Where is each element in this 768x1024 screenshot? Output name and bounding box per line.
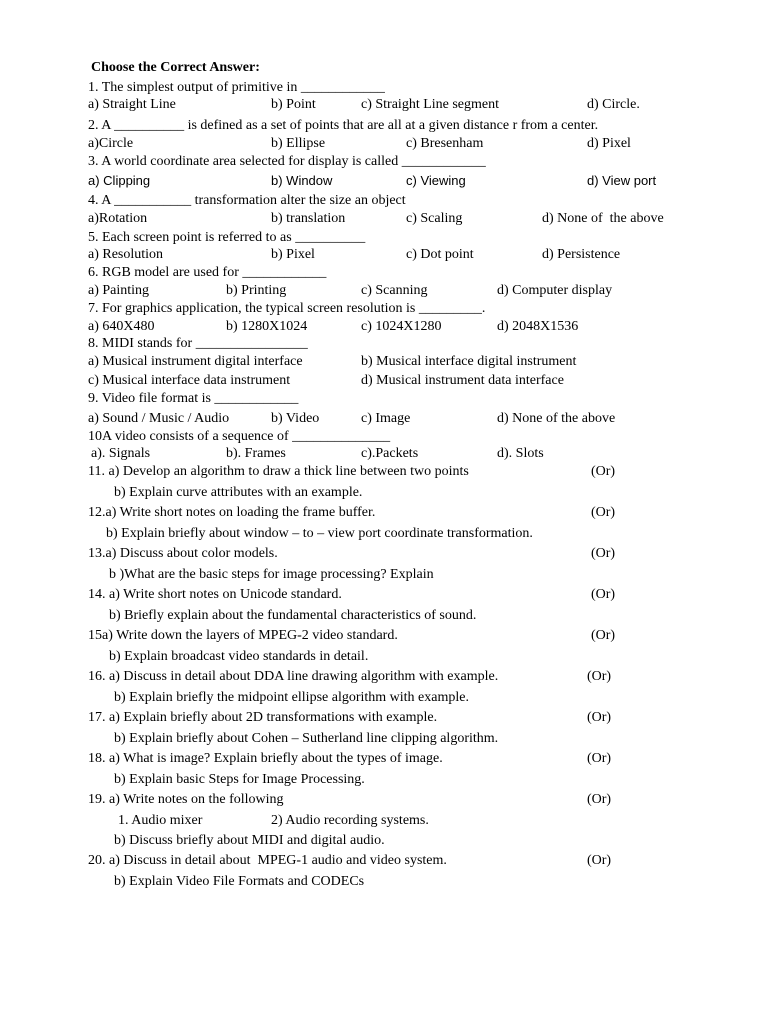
question-3-option-c: c) Viewing (406, 173, 466, 188)
question-2-option-b: b) Ellipse (271, 136, 326, 151)
question-4-option-b: b) translation (271, 211, 346, 226)
question-19-b: b) Discuss briefly about MIDI and digital audio. (114, 833, 385, 848)
question-6-option-a: a) Painting (88, 283, 150, 298)
question-20-a: 20. a) Discuss in detail about MPEG-1 audio and video system. (88, 853, 447, 868)
question-8-option-a: a) Musical instrument digital interface (88, 354, 303, 369)
question-3-option-b: b) Window (271, 173, 333, 188)
question-7-option-d: d) 2048X1536 (497, 319, 579, 334)
section-title: Choose the Correct Answer: (91, 60, 260, 75)
question-9-option-b: b) Video (271, 411, 320, 426)
question-6-option-b: b) Printing (226, 283, 287, 298)
question-5-option-c: c) Dot point (406, 247, 474, 262)
question-11-a: 11. a) Develop an algorithm to draw a thick line between two points (88, 464, 469, 479)
question-2-option-a: a)Circle (88, 136, 134, 151)
question-16-a: 16. a) Discuss in detail about DDA line drawing algorithm with example. (88, 669, 499, 684)
question-19-a: 19. a) Write notes on the following (88, 792, 284, 807)
question-4-option-d: d) None of the above (542, 211, 664, 226)
question-14-b: b) Briefly explain about the fundamental characteristics of sound. (109, 608, 477, 623)
question-12-b: b) Explain briefly about window – to – view port coordinate transformation. (106, 526, 533, 541)
question-10-option-d: d). Slots (497, 446, 544, 461)
question-10-stem: 10A video consists of a sequence of ______________ (88, 429, 391, 444)
question-4-stem: 4. A ___________ transformation alter the size an object (88, 193, 406, 208)
or-label: (Or) (591, 546, 616, 561)
question-4-option-a: a)Rotation (88, 211, 148, 226)
question-14-a: 14. a) Write short notes on Unicode standard. (88, 587, 342, 602)
question-13-a: 13.a) Discuss about color models. (88, 546, 278, 561)
question-17-b: b) Explain briefly about Cohen – Sutherland line clipping algorithm. (114, 731, 499, 746)
or-label: (Or) (591, 628, 616, 643)
question-9-stem: 9. Video file format is ____________ (88, 391, 299, 406)
question-19-item-1: 1. Audio mixer (118, 813, 203, 828)
question-10-option-c: c).Packets (361, 446, 419, 461)
question-3-option-a: a) Clipping (88, 173, 151, 188)
question-7-option-c: c) 1024X1280 (361, 319, 442, 334)
question-5-option-b: b) Pixel (271, 247, 315, 262)
question-6-option-d: d) Computer display (497, 283, 613, 298)
question-16-b: b) Explain briefly the midpoint ellipse algorithm with example. (114, 690, 469, 705)
question-2-option-c: c) Bresenham (406, 136, 484, 151)
question-9-option-a: a) Sound / Music / Audio (88, 411, 230, 426)
or-label: (Or) (587, 751, 612, 766)
or-label: (Or) (587, 669, 612, 684)
question-5-stem: 5. Each screen point is referred to as __________ (88, 230, 366, 245)
question-9-option-d: d) None of the above (497, 411, 616, 426)
question-1-stem: 1. The simplest output of primitive in ____________ (88, 80, 385, 95)
question-10-option-b: b). Frames (226, 446, 286, 461)
question-4-option-c: c) Scaling (406, 211, 463, 226)
question-9-option-c: c) Image (361, 411, 411, 426)
or-label: (Or) (591, 505, 616, 520)
question-2-option-d: d) Pixel (587, 136, 631, 151)
question-18-b: b) Explain basic Steps for Image Processing. (114, 772, 365, 787)
question-3-stem: 3. A world coordinate area selected for display is called ____________ (88, 154, 486, 169)
question-1-option-d: d) Circle. (587, 97, 640, 112)
or-label: (Or) (587, 710, 612, 725)
question-8-option-b: b) Musical interface digital instrument (361, 354, 577, 369)
question-17-a: 17. a) Explain briefly about 2D transformations with example. (88, 710, 438, 725)
question-7-stem: 7. For graphics application, the typical screen resolution is _________. (88, 301, 486, 316)
question-15-b: b) Explain broadcast video standards in detail. (109, 649, 369, 664)
question-13-b: b )What are the basic steps for image processing? Explain (109, 567, 434, 582)
question-1-option-c: c) Straight Line segment (361, 97, 500, 112)
question-2-stem: 2. A __________ is defined as a set of points that are all at a given distance r from a center. (88, 118, 599, 133)
question-7-option-b: b) 1280X1024 (226, 319, 308, 334)
question-6-stem: 6. RGB model are used for ____________ (88, 265, 327, 280)
question-7-option-a: a) 640X480 (88, 319, 155, 334)
question-3-option-d: d) View port (587, 173, 657, 188)
question-20-b: b) Explain Video File Formats and CODECs (114, 874, 365, 889)
question-12-a: 12.a) Write short notes on loading the frame buffer. (88, 505, 376, 520)
or-label: (Or) (587, 792, 612, 807)
question-8-option-c: c) Musical interface data instrument (88, 373, 291, 388)
question-1-option-a: a) Straight Line (88, 97, 176, 112)
question-15-a: 15a) Write down the layers of MPEG-2 video standard. (88, 628, 398, 643)
or-label: (Or) (587, 853, 612, 868)
question-11-b: b) Explain curve attributes with an example. (114, 485, 363, 500)
question-18-a: 18. a) What is image? Explain briefly about the types of image. (88, 751, 443, 766)
question-8-option-d: d) Musical instrument data interface (361, 373, 564, 388)
question-6-option-c: c) Scanning (361, 283, 428, 298)
question-1-option-b: b) Point (271, 97, 316, 112)
question-19-item-2: 2) Audio recording systems. (271, 813, 429, 828)
question-8-stem: 8. MIDI stands for ________________ (88, 336, 308, 351)
question-5-option-a: a) Resolution (88, 247, 164, 262)
question-5-option-d: d) Persistence (542, 247, 621, 262)
or-label: (Or) (591, 464, 616, 479)
question-10-option-a: a). Signals (91, 446, 151, 461)
or-label: (Or) (591, 587, 616, 602)
